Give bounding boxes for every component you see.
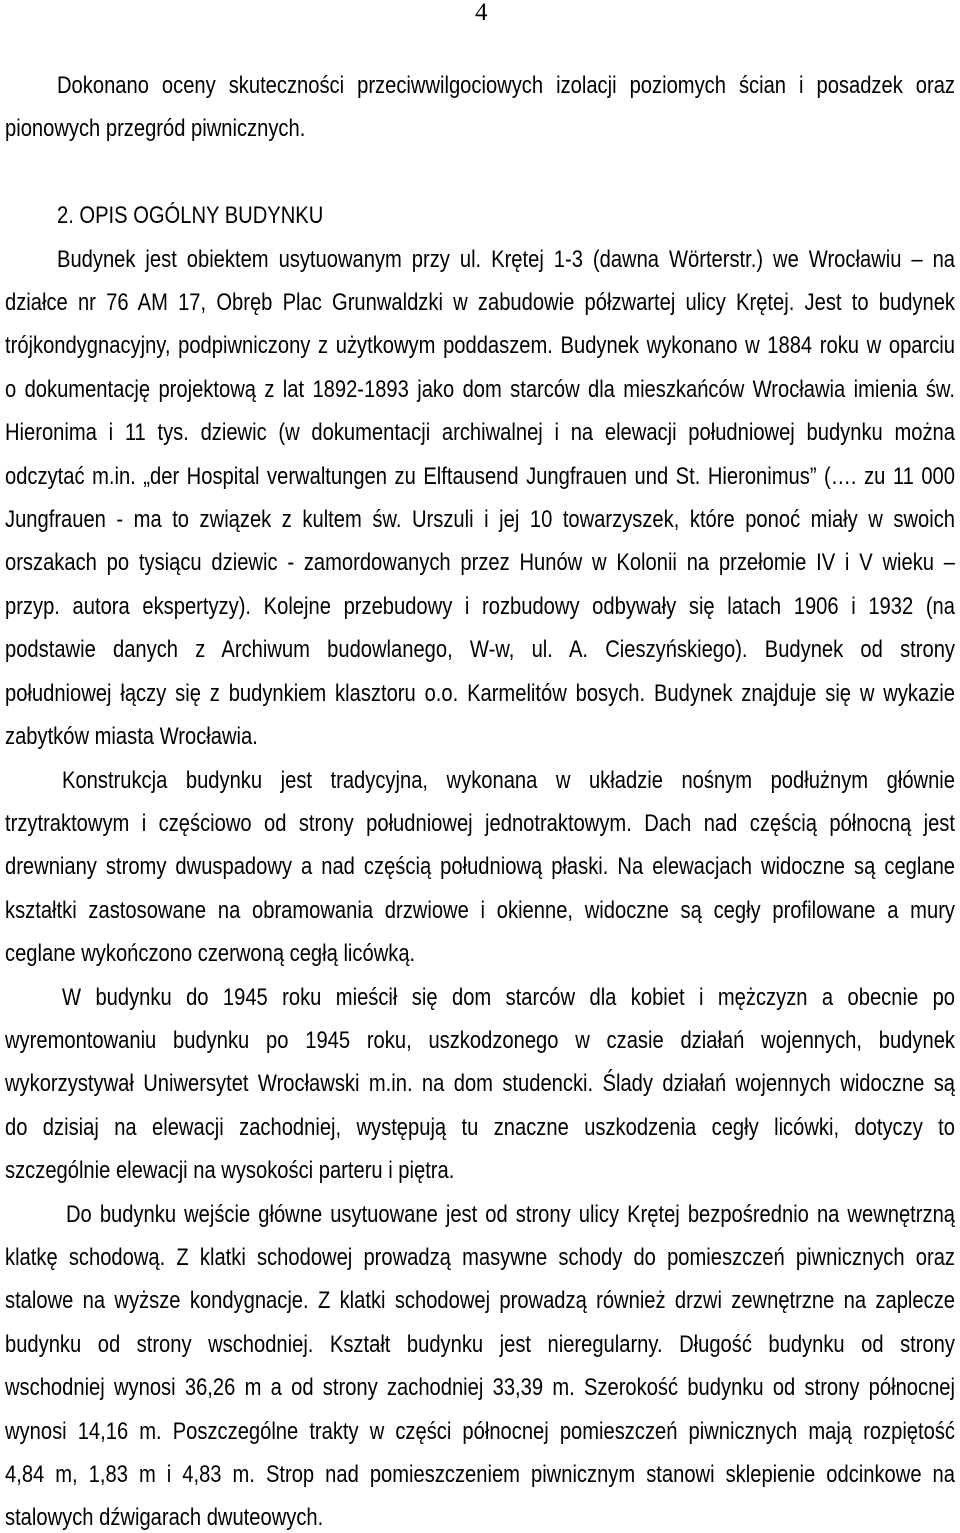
intro-paragraph xyxy=(5,72,955,162)
text-line: wyremontowaniu budynku po 1945 roku, uszkodzonego w czasie działań wojennych, budynek xyxy=(5,1026,955,1054)
text-line: kształtki zastosowane na obramowania drzwiowe i okienne, widoczne są cegły profilowane a mury xyxy=(5,896,955,924)
text-line: o dokumentację projektową z lat 1892-1893 jako dom starców dla mieszkańców Wrocławia imienia św. xyxy=(5,375,955,403)
text-line: pionowych przegród piwnicznych. xyxy=(5,115,306,143)
text-line: działce nr 76 AM 17, Obręb Plac Grunwaldzki w zabudowie półzwartej ulicy Krętej. Jest to budynek xyxy=(5,289,955,317)
text-line: Konstrukcja budynku jest tradycyjna, wykonana w układzie nośnym podłużnym głównie xyxy=(62,766,955,794)
text-line: trzytraktowym i częściowo od strony południowej jednotraktowym. Dach nad częścią północną jest xyxy=(5,809,955,837)
paragraph xyxy=(5,1200,955,1532)
text-line: przyp. autora ekspertyzy). Kolejne przebudowy i rozbudowy odbywały się latach 1906 i 1932 (na xyxy=(5,592,955,620)
paragraph xyxy=(5,766,955,987)
text-line: Hieronima i 11 tys. dziewic (w dokumentacji archiwalnej i na elewacji południowej budynku można xyxy=(5,419,955,447)
text-line: wynosi 14,16 m. Poszczególne trakty w części północnej pomieszczeń piwnicznych mają rozpiętość xyxy=(5,1417,955,1445)
text-line: budynku od strony wschodniej. Kształt budynku jest nieregularny. Długość budynku od strony xyxy=(5,1330,955,1358)
text-line: wschodniej wynosi 36,26 m a od strony zachodniej 33,39 m. Szerokość budynku od strony północnej xyxy=(5,1374,955,1402)
text-line: wykorzystywał Uniwersytet Wrocławski m.in. na dom studencki. Ślady działań wojennych widoczne są xyxy=(5,1070,955,1098)
paragraph xyxy=(5,245,955,770)
text-line: odczytać m.in. „der Hospital verwaltungen zu Elftausend Jungfrauen und St. Hieronimus” (…. zu 11 000 xyxy=(5,462,955,490)
text-line: Dokonano oceny skuteczności przeciwwilgociowych izolacji poziomych ścian i posadzek oraz xyxy=(57,72,955,99)
text-line: stalowe na wyższe kondygnacje. Z klatki schodowej prowadzą również drzwi zewnętrzne na zaplecze xyxy=(5,1287,955,1315)
page-number: 4 xyxy=(475,0,488,26)
text-line: W budynku do 1945 roku mieścił się dom starców dla kobiet i mężczyzn a obecnie po xyxy=(62,983,955,1011)
text-line: 4,84 m, 1,83 m i 4,83 m. Strop nad pomieszczeniem piwnicznym stanowi sklepienie odcinkowe na xyxy=(5,1461,955,1488)
text-line: Do budynku wejście główne usytuowane jest od strony ulicy Krętej bezpośrednio na wewnętrzną xyxy=(66,1200,955,1228)
text-line: orszakach po tysiącu dziewic - zamordowanych przez Hunów w Kolonii na przełomie IV i V wieku – xyxy=(5,549,955,577)
text-line: Budynek jest obiektem usytuowanym przy ul. Krętej 1-3 (dawna Wörterstr.) we Wrocławiu – na xyxy=(57,245,955,273)
paragraph xyxy=(5,983,955,1204)
text-line: zabytków miasta Wrocławia. xyxy=(5,723,258,751)
text-line: podstawie danych z Archiwum budowlanego, W-w, ul. A. Cieszyńskiego). Budynek od strony xyxy=(5,636,955,664)
text-line: szczególnie elewacji na wysokości parteru i piętra. xyxy=(5,1157,455,1185)
text-line: Jungfrauen - ma to związek z kultem św. Urszuli i jej 10 towarzyszek, które ponoć miały w swoich xyxy=(5,506,955,534)
text-line: południowej łączy się z budynkiem klasztoru o.o. Karmelitów bosych. Budynek znajduje się w wykazie xyxy=(5,679,955,707)
text-line: do dzisiaj na elewacji zachodniej, występują tu znaczne uszkodzenia cegły licówki, dotyczy to xyxy=(5,1113,955,1141)
text-line: drewniany stromy dwuspadowy a nad częścią południową płaski. Na elewacjach widoczne są ceglane xyxy=(5,853,955,881)
document-body xyxy=(5,72,955,1532)
text-line: trójkondygnacyjny, podpiwniczony z użytkowym poddaszem. Budynek wykonano w 1884 roku w oparciu xyxy=(5,332,955,360)
section xyxy=(5,202,955,1532)
text-line: ceglane wykończono czerwoną cegłą licówką. xyxy=(5,940,416,968)
section-heading: 2. OPIS OGÓLNY BUDYNKU xyxy=(57,202,324,230)
text-line: stalowych dźwigarach dwuteowych. xyxy=(5,1504,324,1532)
text-line: klatkę schodową. Z klatki schodowej prowadzą masywne schody do pomieszczeń piwnicznych oraz xyxy=(5,1243,955,1271)
